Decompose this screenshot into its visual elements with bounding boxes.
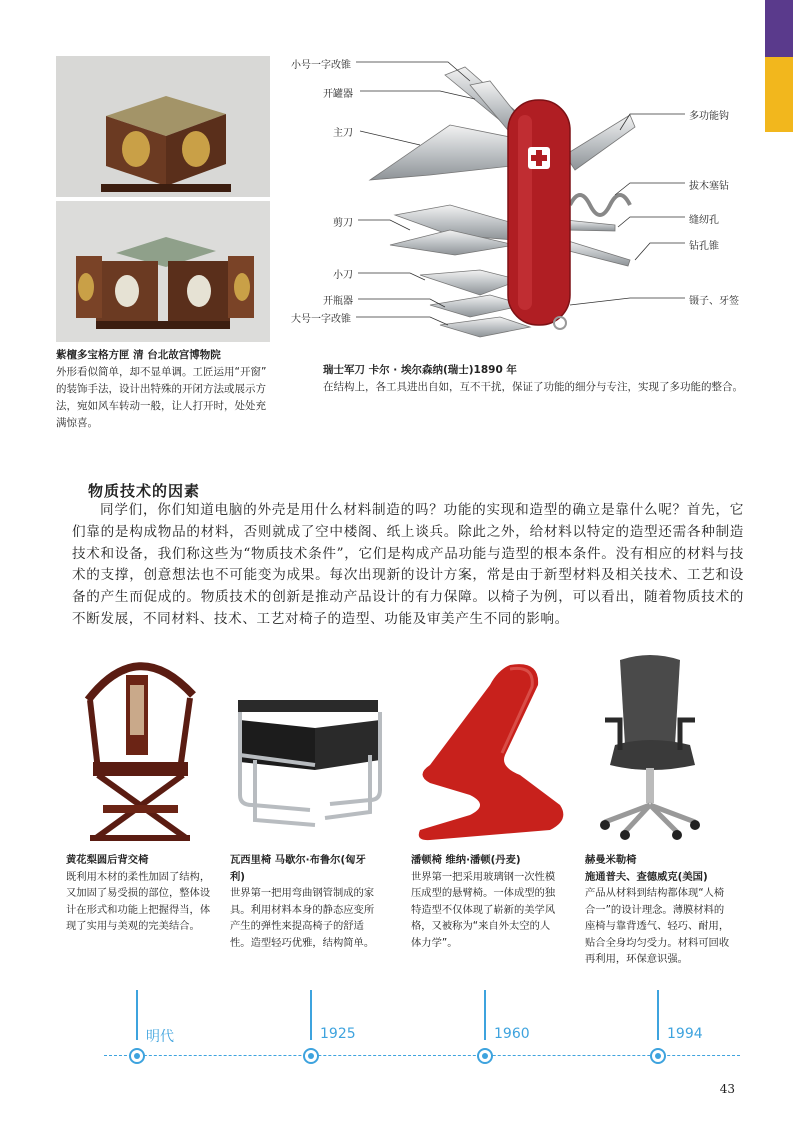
chair-caption-huanghuali <box>66 852 214 935</box>
cabinet-desc-line-1: 外形看似简单，却不显单调。工匠运用“开窗” <box>56 366 267 378</box>
timeline-tick <box>310 990 312 1040</box>
cabinet-desc-line-3: 法，宛如风车转动一般，让人打开时，处处充 <box>56 400 266 412</box>
cabinet-desc-line-4: 满惊喜。 <box>56 417 98 429</box>
label-bottle-opener: 开瓶器 <box>323 296 353 307</box>
label-multi-hook: 多功能钩 <box>689 111 729 122</box>
knife-caption <box>323 362 753 396</box>
section-paragraph: 同学们，你们知道电脑的外壳是用什么材料制造的吗？功能的实现和造型的确立是靠什么呢？首先，它们靠的是构成物品的材料，否则就成了空中楼阁、纸上谈兵。除此之外，给材料以特定的造型还需各种制造技术和设备，我们称这些为“物质技术条件”，它们是构成产品功能与造型的根本条件。没有相应的材料与技术的支撑，创意想法也不可能变为成果。每次出现新的设计方案，常是由于新型材料及相关技术、工艺和设备的产生而促成的。物质技术的创新是推动产品设计的有力保障。以椅子为例，可以看出，随着物质技术的不断发展，不同材料、技术、工艺对椅子的造型、功能及审美产生不同的影响。 <box>72 502 744 627</box>
chapter-tab-yellow <box>765 57 793 132</box>
chair-subtitle-herman-miller: 施通普夫、查德威克(美国) <box>585 870 708 883</box>
chapter-tab-purple <box>765 0 793 57</box>
section-title: 物质技术的因素 <box>88 482 201 500</box>
chair-caption-wassily <box>230 852 378 951</box>
timeline-label-1994: 1994 <box>667 1026 703 1042</box>
chair-caption-herman-miller <box>585 852 733 968</box>
label-corkscrew: 拔木塞钻 <box>689 181 729 192</box>
timeline-line <box>104 1055 740 1056</box>
page-number: 43 <box>719 1082 735 1096</box>
timeline-dot <box>303 1048 319 1064</box>
chair-desc-herman-miller: 产品从材料到结构都体现“人椅合一”的设计理念。薄膜材料的座椅与靠背透气、轻巧、耐用，贴合全身均匀受力。材料可回收再利用，环保意识强。 <box>585 887 730 965</box>
chair-title-wassily: 瓦西里椅 马歇尔·布鲁尔(匈牙利) <box>230 854 366 883</box>
cabinet-caption <box>56 347 280 432</box>
chair-caption-panton <box>411 852 559 951</box>
label-tweezers: 镊子、牙签 <box>689 296 739 307</box>
swiss-knife-illustration <box>330 55 730 360</box>
chair-title-herman-miller: 赫曼米勒椅 <box>585 854 637 866</box>
label-sewing-eye: 缝纫孔 <box>689 215 719 226</box>
timeline-tick <box>136 990 138 1040</box>
label-main-blade: 主刀 <box>333 128 353 139</box>
knife-title: 瑞士军刀 卡尔 · 埃尔森纳(瑞士)1890 年 <box>323 364 517 376</box>
timeline-label-1960: 1960 <box>494 1026 530 1042</box>
knife-desc: 在结构上，各工具进出自如，互不干扰，保证了功能的细分与专注，实现了多功能的整合。 <box>323 381 743 393</box>
label-awl: 钻孔锥 <box>689 241 719 252</box>
timeline-tick <box>484 990 486 1040</box>
chair-image-panton <box>410 655 570 845</box>
chair-title-huanghuali: 黄花梨圆后背交椅 <box>66 854 149 866</box>
chair-image-herman-miller <box>585 650 715 840</box>
cabinet-photo-closed <box>56 56 270 197</box>
timeline-tick <box>657 990 659 1040</box>
cabinet-photo-open <box>56 201 270 342</box>
timeline-label-ming: 明代 <box>146 1029 174 1045</box>
chair-desc-panton: 世界第一把采用玻璃钢一次性模压成型的悬臂椅。一体成型的独特造型不仅体现了崭新的美学风格，又被称为“来自外太空的人体力学”。 <box>411 870 556 949</box>
label-large-screwdriver: 大号一字改锥 <box>291 314 351 325</box>
label-small-screwdriver: 小号一字改锥 <box>291 60 351 71</box>
cabinet-desc-line-2: 的装饰手法，设计出特殊的开闭方法或展示方 <box>56 383 266 395</box>
chair-image-wassily <box>230 700 390 830</box>
timeline-dot <box>129 1048 145 1064</box>
section-body <box>72 500 744 631</box>
timeline-label-1925: 1925 <box>320 1026 356 1042</box>
chair-desc-huanghuali: 既利用木材的柔性加固了结构，又加固了易受损的部位，整体设计在形式和功能上把握得当，体现了实用与美观的完美结合。 <box>66 870 211 932</box>
chair-image-huanghuali <box>68 640 208 845</box>
chair-title-panton: 潘顿椅 维纳·潘顿(丹麦) <box>411 854 521 866</box>
timeline-dot <box>477 1048 493 1064</box>
timeline-dot <box>650 1048 666 1064</box>
cabinet-title: 紫檀多宝格方匣 清 台北故宫博物院 <box>56 349 221 361</box>
label-scissors: 剪刀 <box>333 218 353 229</box>
chair-desc-wassily: 世界第一把用弯曲钢管制成的家具。利用材料本身的静态应变所产生的弹性来提高椅子的舒适性。造型轻巧优雅，结构简单。 <box>230 887 375 949</box>
label-can-opener: 开罐器 <box>323 89 353 100</box>
label-small-blade: 小刀 <box>333 270 353 281</box>
